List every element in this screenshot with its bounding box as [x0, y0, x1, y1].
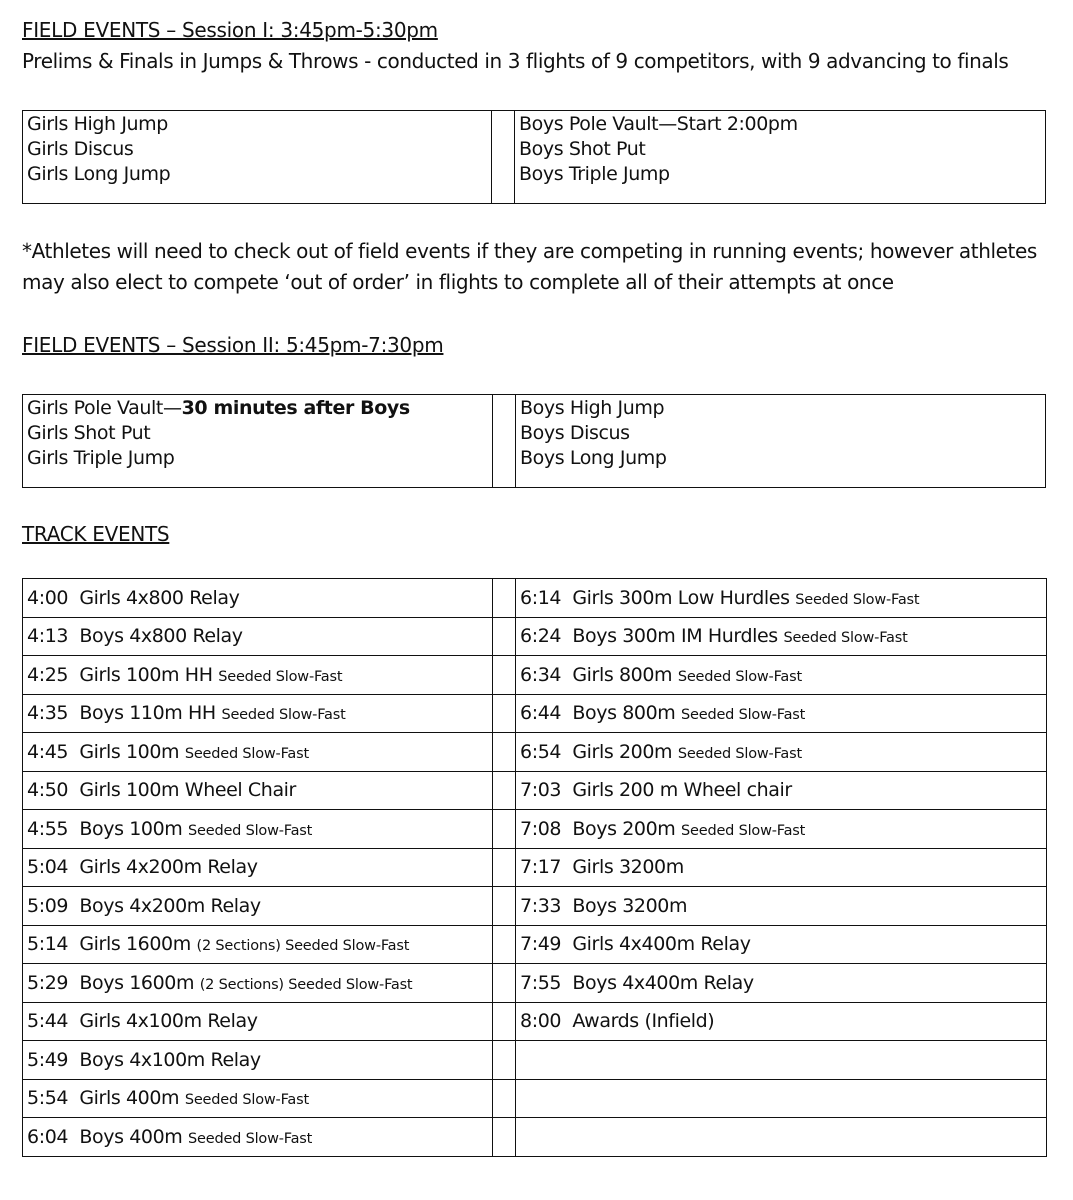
spacer-cell: [493, 579, 516, 618]
event-time: 4:25: [27, 663, 69, 686]
session1-heading: FIELD EVENTS – Session I: 3:45pm-5:30pm: [22, 18, 438, 42]
table-row: [23, 771, 1047, 810]
event-item: Boys High Jump: [520, 397, 665, 419]
event-name: Girls 100m: [79, 740, 180, 763]
table-row: [23, 579, 1047, 618]
track-event-cell: [516, 617, 1047, 656]
event-time: 6:04: [27, 1125, 69, 1148]
track-event-cell: [516, 771, 1047, 810]
spacer-cell: [493, 1002, 516, 1041]
event-time: 6:54: [520, 740, 562, 763]
track-event-cell: [23, 964, 493, 1003]
session2-boys-cell: [516, 395, 1046, 488]
event-note: Seeded Slow-Fast: [188, 1130, 313, 1147]
event-time: 7:03: [520, 779, 562, 802]
track-event-cell: [23, 656, 493, 695]
table-row: [23, 887, 1047, 926]
track-event-cell: [516, 579, 1047, 618]
event-time: 7:49: [520, 933, 562, 956]
table-row: [23, 964, 1047, 1003]
event-name: Girls 800m: [572, 663, 673, 686]
track-event-cell: [516, 964, 1047, 1003]
track-event-cell: [516, 1118, 1047, 1157]
event-name: Boys 300m IM Hurdles: [572, 625, 778, 648]
track-event-cell: [23, 1118, 493, 1157]
table-row: [23, 1118, 1047, 1157]
event-time: 6:14: [520, 586, 562, 609]
track-event-cell: [516, 694, 1047, 733]
event-time: 4:50: [27, 779, 69, 802]
event-name: Girls 200 m Wheel chair: [572, 779, 792, 802]
table-row: [23, 617, 1047, 656]
track-event-cell: [23, 694, 493, 733]
spacer-cell: [493, 656, 516, 695]
track-event-cell: [516, 733, 1047, 772]
track-event-cell: [23, 848, 493, 887]
event-note: Seeded Slow-Fast: [783, 630, 908, 647]
table-row: [23, 733, 1047, 772]
event-name: Boys 800m: [572, 702, 676, 725]
spacer-cell: [493, 1079, 516, 1118]
track-event-cell: [23, 617, 493, 656]
event-name: Girls 200m: [572, 740, 673, 763]
event-note: Seeded Slow-Fast: [677, 668, 802, 685]
event-time: 4:55: [27, 817, 69, 840]
event-item: Boys Long Jump: [520, 447, 667, 469]
event-time: 5:54: [27, 1087, 69, 1110]
table-row: [23, 925, 1047, 964]
event-name: Boys 3200m: [572, 894, 688, 917]
event-name: Boys 100m: [79, 817, 183, 840]
track-event-cell: [23, 810, 493, 849]
track-event-cell: [23, 1002, 493, 1041]
event-item: Girls Discus: [27, 138, 134, 160]
event-item: [27, 396, 488, 421]
event-name: Girls 4x100m Relay: [79, 1010, 258, 1033]
event-item: Girls Triple Jump: [27, 447, 175, 469]
track-event-cell: [516, 656, 1047, 695]
track-event-cell: [516, 848, 1047, 887]
event-note: Seeded Slow-Fast: [188, 822, 313, 839]
track-event-cell: [23, 887, 493, 926]
event-name: Girls 4x400m Relay: [572, 933, 751, 956]
spacer-cell: [493, 848, 516, 887]
track-event-cell: [516, 887, 1047, 926]
pole-vault-label: Girls Pole Vault—: [27, 397, 182, 419]
event-time: 5:04: [27, 856, 69, 879]
event-time: 5:49: [27, 1048, 69, 1071]
event-name: Boys 4x800 Relay: [79, 625, 243, 648]
session2-girls-cell: [23, 395, 493, 488]
session1-boys-cell: [515, 111, 1046, 204]
event-name: Boys 110m HH: [79, 702, 216, 725]
track-event-cell: [23, 925, 493, 964]
session1-events-table: [22, 110, 1046, 204]
spacer-cell: [493, 694, 516, 733]
track-event-cell: [516, 810, 1047, 849]
event-name: Boys 4x400m Relay: [572, 971, 754, 994]
track-event-cell: [516, 1079, 1047, 1118]
track-events-table: [22, 578, 1047, 1157]
event-name: Girls 1600m: [79, 933, 191, 956]
event-item: Girls High Jump: [27, 113, 168, 135]
track-event-cell: [23, 1079, 493, 1118]
event-name: Girls 300m Low Hurdles: [572, 586, 790, 609]
event-note: (2 Sections) Seeded Slow-Fast: [199, 976, 413, 993]
table-row: [23, 694, 1047, 733]
event-name: Girls 400m: [79, 1087, 180, 1110]
spacer-cell: [492, 111, 515, 204]
table-row: [23, 848, 1047, 887]
session2-heading: FIELD EVENTS – Session II: 5:45pm-7:30pm: [22, 333, 444, 357]
spacer-cell: [493, 771, 516, 810]
event-name: Girls 3200m: [572, 856, 684, 879]
event-name: Girls 100m HH: [79, 663, 213, 686]
table-row: [23, 1002, 1047, 1041]
event-time: 5:14: [27, 933, 69, 956]
track-event-cell: [23, 1041, 493, 1080]
track-event-cell: [516, 925, 1047, 964]
event-time: 7:08: [520, 817, 562, 840]
event-item: Boys Pole Vault—Start 2:00pm: [519, 113, 798, 135]
spacer-cell: [493, 925, 516, 964]
event-note: Seeded Slow-Fast: [681, 822, 806, 839]
event-time: 8:00: [520, 1010, 562, 1033]
event-time: 4:00: [27, 586, 69, 609]
event-time: 5:29: [27, 971, 69, 994]
event-item: Girls Long Jump: [27, 163, 171, 185]
spacer-cell: [493, 887, 516, 926]
track-event-cell: [516, 1002, 1047, 1041]
event-item: Boys Discus: [520, 422, 630, 444]
event-note: (2 Sections) Seeded Slow-Fast: [196, 938, 410, 955]
event-note: Seeded Slow-Fast: [221, 707, 346, 724]
session1-description: Prelims & Finals in Jumps & Throws - conducted in 3 flights of 9 competitors, with 9 advancing to finals: [22, 49, 1009, 73]
event-name: Girls 100m Wheel Chair: [79, 779, 296, 802]
session1-girls-cell: [23, 111, 492, 204]
event-name: Girls 4x200m Relay: [79, 856, 258, 879]
event-item: Boys Shot Put: [519, 138, 646, 160]
event-name: Boys 4x200m Relay: [79, 894, 261, 917]
event-time: 4:45: [27, 740, 69, 763]
spacer-cell: [493, 617, 516, 656]
event-time: 6:34: [520, 663, 562, 686]
event-time: 7:33: [520, 894, 562, 917]
track-event-cell: [23, 733, 493, 772]
spacer-cell: [493, 395, 516, 488]
event-note: Seeded Slow-Fast: [681, 707, 806, 724]
event-time: 4:35: [27, 702, 69, 725]
event-name: Boys 1600m: [79, 971, 195, 994]
spacer-cell: [493, 964, 516, 1003]
event-time: 7:17: [520, 856, 562, 879]
table-row: [23, 1079, 1047, 1118]
track-heading: TRACK EVENTS: [22, 522, 170, 546]
event-time: 5:44: [27, 1010, 69, 1033]
event-time: 7:55: [520, 971, 562, 994]
track-event-cell: [23, 579, 493, 618]
spacer-cell: [493, 1118, 516, 1157]
note-text: [22, 236, 1037, 298]
event-note: Seeded Slow-Fast: [677, 745, 802, 762]
event-note: Seeded Slow-Fast: [795, 591, 920, 608]
note-line: may also elect to compete ‘out of order’ in flights to complete all of their attempts at once: [22, 270, 894, 294]
table-row: [23, 656, 1047, 695]
spacer-cell: [493, 733, 516, 772]
event-note: Seeded Slow-Fast: [184, 745, 309, 762]
event-name: Girls 4x800 Relay: [79, 586, 240, 609]
event-name: Boys 400m: [79, 1125, 183, 1148]
event-time: 5:09: [27, 894, 69, 917]
table-row: [23, 810, 1047, 849]
track-event-cell: [23, 771, 493, 810]
session2-events-table: [22, 394, 1046, 488]
event-name: Boys 4x100m Relay: [79, 1048, 261, 1071]
event-item: Girls Shot Put: [27, 422, 151, 444]
event-note: Seeded Slow-Fast: [218, 668, 343, 685]
note-line: *Athletes will need to check out of field events if they are competing in running events; however athletes: [22, 239, 1037, 263]
event-name: Awards (Infield): [572, 1010, 715, 1033]
spacer-cell: [493, 1041, 516, 1080]
event-name: Boys 200m: [572, 817, 676, 840]
event-item: Boys Triple Jump: [519, 163, 670, 185]
track-event-cell: [516, 1041, 1047, 1080]
event-time: 6:44: [520, 702, 562, 725]
event-note: Seeded Slow-Fast: [184, 1092, 309, 1109]
event-time: 4:13: [27, 625, 69, 648]
spacer-cell: [493, 810, 516, 849]
table-row: [23, 1041, 1047, 1080]
pole-vault-timing: 30 minutes after Boys: [181, 397, 410, 419]
event-time: 6:24: [520, 625, 562, 648]
